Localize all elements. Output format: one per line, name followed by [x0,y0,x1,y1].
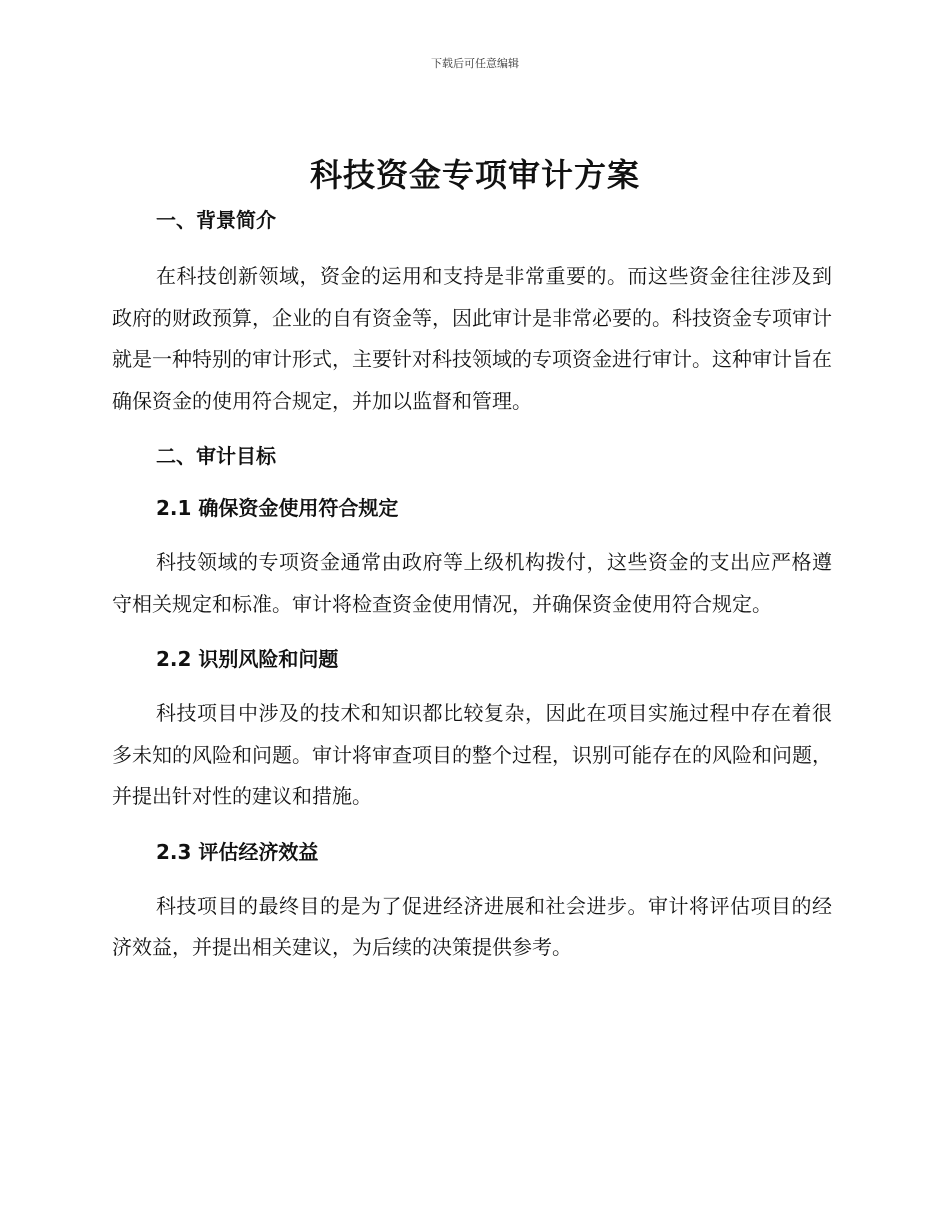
paragraph-compliance: 科技领域的专项资金通常由政府等上级机构拨付，这些资金的支出应严格遵守相关规定和标准。审计将检查资金使用情况，并确保资金使用符合规定。 [112,550,832,616]
paragraph-risks: 科技项目中涉及的技术和知识都比较复杂，因此在项目实施过程中存在着很多未知的风险和问题。审计将审查项目的整个过程，识别可能存在的风险和问题，并提出针对性的建议和措施。 [112,701,832,808]
header-note: 下载后可任意编辑 [431,57,519,70]
subsection-heading-compliance: 2.1 确保资金使用符合规定 [156,496,399,520]
subsection-heading-economic-benefit: 2.3 评估经济效益 [156,839,319,864]
paragraph-economic-benefit: 科技项目的最终目的是为了促进经济进展和社会进步。审计将评估项目的经济效益，并提出相关建议，为后续的决策提供参考。 [112,893,832,959]
document-body [112,202,832,985]
paragraph-background: 在科技创新领域，资金的运用和支持是非常重要的。而这些资金往往涉及到政府的财政预算，企业的自有资金等，因此审计是非常必要的。科技资金专项审计就是一种特别的审计形式，主要针对科技领域的专项资金进行审计。这种审计旨在确保资金的使用符合规定，并加以监督和管理。 [112,264,832,413]
section-heading-audit-goals: 二、审计目标 [156,444,276,468]
document-title: 科技资金专项审计方案 [309,156,640,194]
section-heading-background: 一、背景简介 [156,208,276,232]
subsection-heading-risks: 2.2 识别风险和问题 [156,647,339,671]
